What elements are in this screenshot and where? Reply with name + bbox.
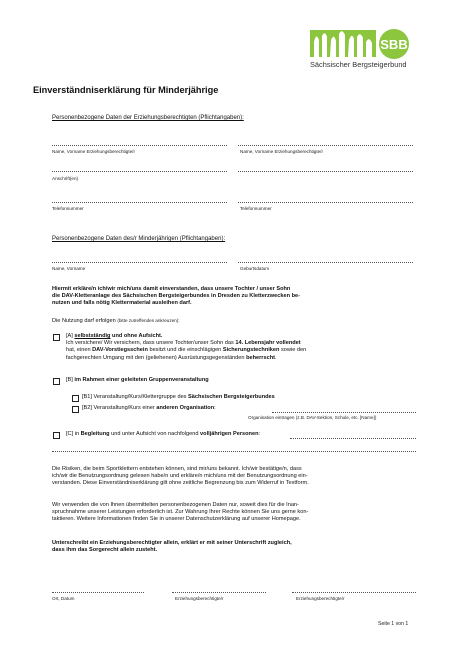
option-b1: [B1] Veranstaltung/Kurs/Klettergruppe des Sächsischen Bergsteigerbundes bbox=[82, 394, 275, 400]
minor-name-line[interactable] bbox=[52, 262, 227, 263]
guardian1-name-label: Name, Vorname Erziehungsberechtigte/r bbox=[52, 149, 135, 154]
climbers-mark-icon bbox=[310, 30, 376, 57]
minor-birth-label: Geburtsdatum bbox=[240, 266, 270, 271]
option-a bbox=[66, 333, 426, 362]
guardian2-phone-label: Telefonnummer bbox=[240, 206, 272, 211]
guardian1-phone-label: Telefonnummer bbox=[52, 206, 84, 211]
place-date-line[interactable] bbox=[52, 592, 144, 593]
logo-name: Sächsischer Bergsteigerbund bbox=[310, 60, 407, 69]
usage-intro-text: Die Nutzung darf erfolgen bbox=[52, 318, 116, 324]
option-c-name-line[interactable] bbox=[290, 438, 416, 439]
place-date-label: Ort, Datum bbox=[52, 596, 75, 601]
page-number: Seite 1 von 1 bbox=[378, 621, 409, 627]
declaration-line-3: nutzen und falls nötig Klettermaterial ausleihen darf. bbox=[52, 300, 192, 307]
minor-birth-line[interactable] bbox=[238, 262, 413, 263]
page-title: Einverständniserklärung für Minderjährige bbox=[33, 85, 219, 95]
option-c-checkbox[interactable] bbox=[53, 432, 60, 439]
option-a-checkbox[interactable] bbox=[53, 334, 60, 341]
option-b1-checkbox[interactable] bbox=[72, 395, 79, 402]
sbb-logo bbox=[308, 28, 440, 70]
option-a-line-3: fachgerechten Umgang mit den (geliehenen) Ausrüstungsgegenständen beherrscht. bbox=[66, 354, 277, 361]
guardian2-signature-line[interactable] bbox=[292, 592, 416, 593]
guardian2-phone-line[interactable] bbox=[238, 202, 413, 203]
declaration-line-1: Hiermit erkläre/n ich/wir mich/uns damit einverstanden, dass unsere Tochter / unser Sohn bbox=[52, 286, 291, 292]
sole-guardian-note: Unterschreibt ein Erziehungsberechtigter allein, erklärt er mit seiner Unterschrift zugleich, dass ihm das Sorgerecht allein zusteht. bbox=[52, 540, 292, 554]
guardian1-name-line[interactable] bbox=[52, 145, 227, 146]
guardian1-signature-line[interactable] bbox=[172, 592, 266, 593]
guardian2-signature-label: Erziehungsberechtigte/r bbox=[296, 596, 345, 601]
option-a-line-2: hat, einen DAV-Vorstiegsschein besitzt und die einschlägigen Sicherungstechniken sowie den bbox=[66, 347, 307, 354]
guardian2-name-line[interactable] bbox=[238, 145, 413, 146]
guardians-heading: Personenbezogene Daten der Erziehungsberechtigten (Pflichtangaben): bbox=[52, 115, 244, 121]
risks-paragraph: Die Risiken, die beim Sportklettern entstehen können, sind mir/uns bekannt. Ich/wir bestätige/n, dass ich/wir die Benutzungsordnung gelesen habe/n und erkläre/n mich/uns mit der Benutzungsordnung ein- verstanden. Diese Einverständniserklärung gilt ohne zeitliche Begrenzung bis zum Widerruf in Textform. bbox=[52, 466, 309, 487]
guardian1-phone-line[interactable] bbox=[52, 202, 227, 203]
option-b-checkbox[interactable] bbox=[53, 378, 60, 385]
option-c-extra-line[interactable] bbox=[52, 451, 416, 452]
option-c: [C] in Begleitung und unter Aufsicht von nachfolgend volljährigen Personen: bbox=[66, 431, 261, 437]
declaration-line-2: die DAV-Kletteranlage des Sächsischen Bergsteigerbundes in Dresden zu Kletterzwecken be- bbox=[52, 293, 300, 300]
option-b-title: [B] im Rahmen einer geleiteten Gruppenveranstaltung bbox=[66, 377, 209, 383]
address-label: Anschrift(en) bbox=[52, 176, 79, 181]
guardian1-signature-label: Erziehungsberechtigte/r bbox=[175, 596, 224, 601]
address-line-1[interactable] bbox=[52, 171, 227, 172]
usage-intro bbox=[52, 318, 180, 325]
option-b2-checkbox[interactable] bbox=[72, 406, 79, 413]
option-a-title: [A] selbstständig und ohne Aufsicht. bbox=[66, 333, 163, 339]
privacy-paragraph: Wir verwenden die von Ihnen übermittelten personenbezogenen Daten nur, soweit dies für die Inan- spruchnahme unserer Leistungen erforderlich ist. Zur Wahrung Ihrer Rechte können Sie uns gerne kon- taktieren. Weitere Informationen finden Sie in unserer Datenschutzerklärung auf unserer Homepage. bbox=[52, 502, 309, 523]
option-b2: [B2] Veranstaltung/Kurs einer anderen Organisation: bbox=[82, 405, 216, 411]
option-a-line-1: Ich versichere/ Wir versichern, dass unsere Tochter/unser Sohn das 14. Lebensjahr vollendet bbox=[66, 340, 301, 347]
organisation-note: Organisation eintragen (z.B. DAV-Sektion, Schule, etc. [Name]) bbox=[248, 415, 377, 420]
minor-name-label: Name, Vorname bbox=[52, 266, 86, 271]
usage-intro-note: (bitte zutreffendes ankreuzen): bbox=[117, 318, 180, 323]
declaration bbox=[52, 286, 427, 308]
logo-abbr: SBB bbox=[380, 37, 408, 52]
guardian2-name-label: Name, Vorname Erziehungsberechtigte/r bbox=[240, 149, 323, 154]
organisation-line[interactable] bbox=[272, 412, 416, 413]
minor-heading: Personenbezogene Daten des/r Minderjährigen (Pflichtangaben): bbox=[52, 236, 226, 242]
address-line-2[interactable] bbox=[238, 171, 413, 172]
